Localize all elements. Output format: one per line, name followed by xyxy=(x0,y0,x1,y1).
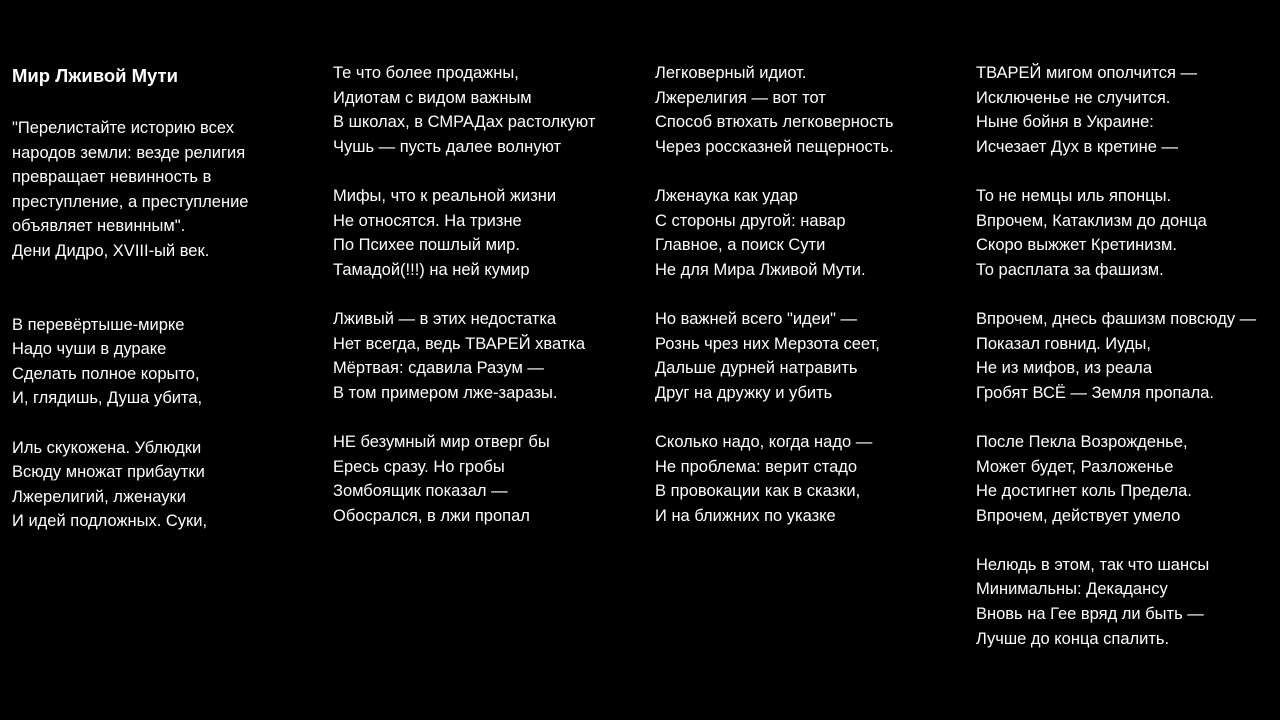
verse-line: Лучше до конца спалить. xyxy=(976,629,1170,648)
stanza xyxy=(976,430,1276,528)
stanza xyxy=(655,61,955,159)
verse-line: Тамадой(!!!) на ней кумир xyxy=(333,260,530,279)
verse-line: Чушь — пусть далее волнуют xyxy=(333,137,562,156)
verse-line: Лживый — в этих недостатка xyxy=(333,309,557,328)
verse-line: Нет всегда, ведь ТВАРЕЙ хватка xyxy=(333,334,586,353)
verse-line: Но важней всего "идеи" — xyxy=(655,309,858,328)
verse-line: В том примером лже-заразы. xyxy=(333,383,558,402)
verse-line: Главное, а поиск Сути xyxy=(655,236,826,255)
verse-line: Исчезает Дух в кретине — xyxy=(976,137,1178,156)
verse-line: Не относятся. На тризне xyxy=(333,211,522,230)
verse-line: Всюду множат прибаутки xyxy=(12,463,205,482)
verse-line: В перевёртыше-мирке xyxy=(12,315,185,334)
verse-line: Рознь чрез них Мерзота сеет, xyxy=(655,334,880,353)
verse-line: Не из мифов, из реала xyxy=(976,359,1152,378)
verse-line: Вновь на Гее вряд ли быть — xyxy=(976,605,1204,624)
stanza xyxy=(12,436,302,534)
stanza xyxy=(976,184,1276,282)
verse-line: Мёртвая: сдавила Разум — xyxy=(333,359,544,378)
stanza xyxy=(976,307,1276,405)
verse-line: Надо чуши в дураке xyxy=(12,340,167,359)
verse-line: То расплата за фашизм. xyxy=(976,260,1164,279)
verse-line: Лжерелигий, лженауки xyxy=(12,487,186,506)
column-1 xyxy=(12,61,302,534)
epigraph-line: преступление, а преступление xyxy=(12,192,249,211)
verse-line: Нелюдь в этом, так что шансы xyxy=(976,555,1210,574)
verse-line: И идей подложных. Суки, xyxy=(12,512,208,531)
epigraph xyxy=(12,116,302,264)
verse-line: С стороны другой: навар xyxy=(655,211,846,230)
stanza xyxy=(655,184,955,282)
verse-line: И на ближних по указке xyxy=(655,506,836,525)
verse-line: Впрочем, днесь фашизм повсюду — xyxy=(976,309,1257,328)
stanza xyxy=(976,61,1276,159)
column-4 xyxy=(976,61,1276,651)
stanza xyxy=(655,430,955,528)
stanza xyxy=(333,184,633,282)
epigraph-line: "Перелистайте историю всех xyxy=(12,119,234,137)
verse-line: Ныне бойня в Украине: xyxy=(976,113,1154,132)
verse-line: В школах, в СМРАДах растолкуют xyxy=(333,113,596,132)
stanza xyxy=(333,61,633,159)
verse-line: Идиотам с видом важным xyxy=(333,88,532,107)
verse-line: По Психее пошлый мир. xyxy=(333,236,520,255)
verse-line: Минимальны: Декадансу xyxy=(976,580,1168,599)
stanza xyxy=(976,553,1276,651)
epigraph-line: объявляет невинным". xyxy=(12,217,186,236)
column-3 xyxy=(655,61,955,528)
column-2 xyxy=(333,61,633,528)
verse-line: После Пекла Возрожденье, xyxy=(976,432,1188,451)
verse-line: И, глядишь, Душа убита, xyxy=(12,389,203,408)
poem-title: Мир Лживой Мути xyxy=(12,65,178,86)
verse-line: Впрочем, Катаклизм до донца xyxy=(976,211,1207,230)
verse-line: Ересь сразу. Но гробы xyxy=(333,457,505,476)
stanza xyxy=(333,430,633,528)
verse-line: Лженаука как удар xyxy=(655,186,798,205)
stanza xyxy=(12,313,302,411)
stanza xyxy=(655,307,955,405)
verse-line: Показал говнид. Иуды, xyxy=(976,334,1151,353)
verse-line: Через россказней пещерность. xyxy=(655,137,894,156)
verse-line: Способ втюхать легковерность xyxy=(655,113,894,132)
verse-line: Друг на дружку и убить xyxy=(655,383,833,402)
verse-line: Скоро выжжет Кретинизм. xyxy=(976,236,1177,255)
stanza xyxy=(333,307,633,405)
verse-line: Мифы, что к реальной жизни xyxy=(333,186,557,205)
verse-line: Легковерный идиот. xyxy=(655,64,807,82)
epigraph-line: народов земли: везде религия xyxy=(12,143,246,162)
verse-line: Не для Мира Лживой Мути. xyxy=(655,260,866,279)
verse-line: То не немцы иль японцы. xyxy=(976,186,1172,205)
verse-line: Впрочем, действует умело xyxy=(976,506,1181,525)
verse-line: Дальше дурней натравить xyxy=(655,359,858,378)
verse-line: Сколько надо, когда надо — xyxy=(655,432,873,451)
verse-line: Не проблема: верит стадо xyxy=(655,457,858,476)
verse-line: Исключенье не случится. xyxy=(976,88,1171,107)
verse-line: НЕ безумный мир отверг бы xyxy=(333,432,550,451)
verse-line: Лжерелигия — вот тот xyxy=(655,88,826,107)
verse-line: Гробят ВСЁ — Земля пропала. xyxy=(976,383,1215,402)
verse-line: Обосрался, в лжи пропал xyxy=(333,506,530,525)
epigraph-line: превращает невинность в xyxy=(12,168,212,187)
verse-line: ТВАРЕЙ мигом ополчится — xyxy=(976,64,1197,82)
verse-line: В провокации как в сказки, xyxy=(655,482,861,501)
verse-line: Те что более продажны, xyxy=(333,64,519,82)
verse-line: Иль скукожена. Ублюдки xyxy=(12,438,202,457)
verse-line: Может будет, Разложенье xyxy=(976,457,1174,476)
verse-line: Зомбоящик показал — xyxy=(333,482,508,501)
verse-line: Сделать полное корыто, xyxy=(12,364,200,383)
epigraph-author: Дени Дидро, XVIII-ый век. xyxy=(12,241,210,260)
verse-line: Не достигнет коль Предела. xyxy=(976,482,1192,501)
